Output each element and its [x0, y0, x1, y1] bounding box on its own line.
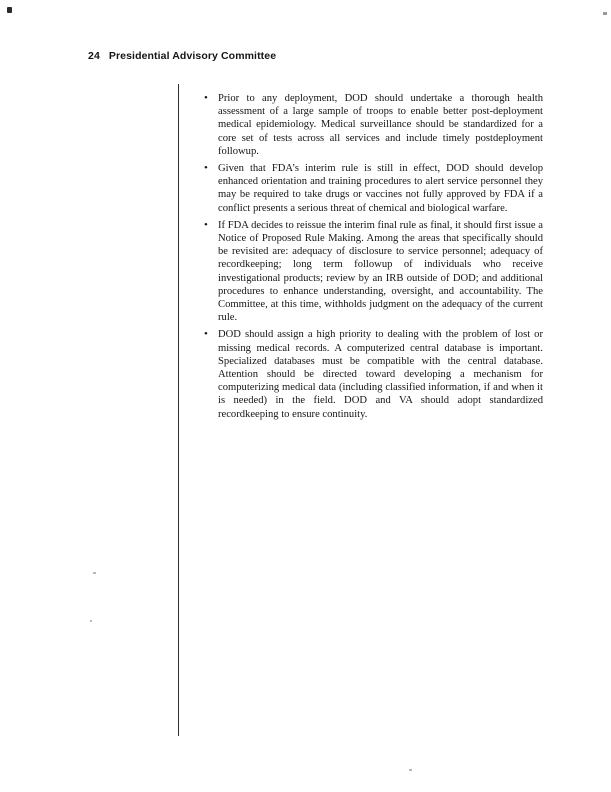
scan-artifact	[93, 572, 96, 574]
scan-artifact-corner	[7, 7, 12, 13]
page-number: 24	[88, 50, 100, 62]
bullet-item-medical-records: • DOD should assign a high priority to dealing with the problem of lost or missing medical records. A computerized central database is important. Specialized databases must be compatible with the central database. Attention should be directed toward developing a mechanism for computerizing medical data (including classified information, if and when it is needed) in the field. DOD and VA should adopt standardized recordkeeping to ensure continuity.	[203, 328, 543, 420]
bullet-item-fda-interim-rule: • Given that FDA’s interim rule is still in effect, DOD should develop enhanced orientation and training procedures to alert service personnel they may be required to take drugs or vaccines not fully approved by FDA if a conflict presents a serious threat of chemical and biological warfare.	[203, 162, 543, 215]
running-header	[88, 50, 276, 62]
scan-artifact	[409, 769, 412, 771]
scan-artifact	[90, 620, 92, 622]
bullet-list	[203, 92, 543, 425]
margin-rule-line	[178, 84, 179, 736]
header-title: Presidential Advisory Committee	[108, 50, 277, 62]
scan-artifact-edge	[603, 12, 607, 15]
bullet-item-deployment-health: • Prior to any deployment, DOD should undertake a thorough health assessment of a large sample of troops to enable better post-deployment medical epidemiology. Medical surveillance should be standardized for a core set of tests across all services and include timely postdeployment followup.	[203, 92, 543, 158]
bullet-item-rule-reissue: • If FDA decides to reissue the interim final rule as final, it should first issue a Notice of Proposed Rule Making. Among the areas that specifically should be revisited are: adequacy of disclosure to service personnel; adequacy of recordkeeping; long term followup of individuals who receive investigational products; review by an IRB outside of DOD; and additional procedures to enhance understanding, oversight, and accountability. The Committee, at this time, withholds judgment on the adequacy of the current rule.	[203, 219, 543, 325]
